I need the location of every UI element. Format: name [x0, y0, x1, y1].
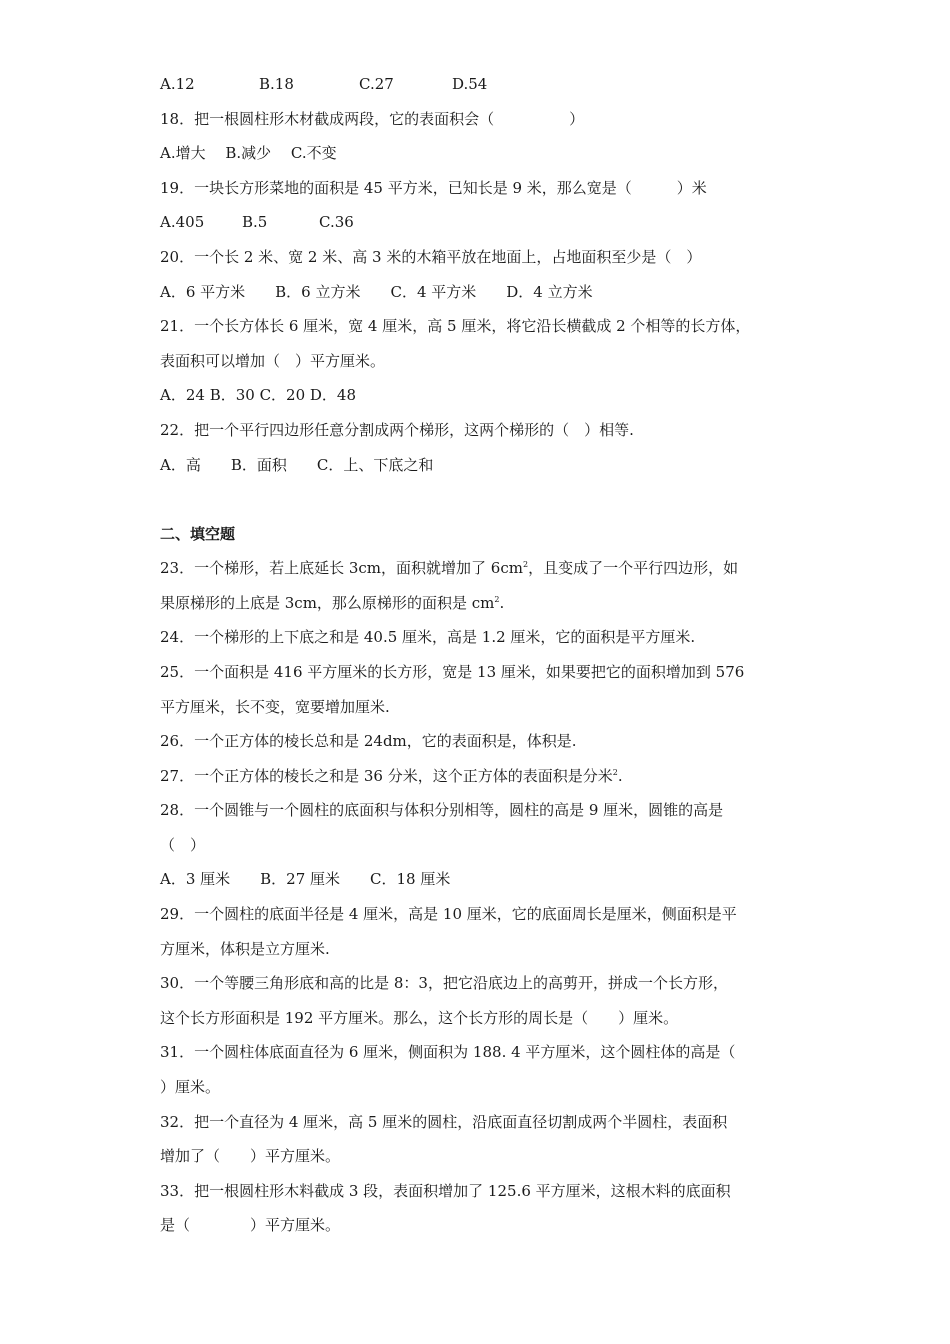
- section-heading-fill-in: 二、填空题: [160, 524, 236, 543]
- question-21-line-1: 21．一个长方体长 6 厘米，宽 4 厘米，高 5 厘米，将它沿长横截成 2 个相等的长方体，: [160, 317, 751, 336]
- question-29-line-2: 方厘米，体积是立方厘米.: [160, 939, 330, 958]
- question-24: 24．一个梯形的上下底之和是 40.5 厘米，高是 1.2 厘米，它的面积是平方厘米.: [160, 628, 696, 647]
- question-30-line-1: 30．一个等腰三角形底和高的比是 8：3，把它沿底边上的高剪开，拼成一个长方形，: [160, 974, 728, 993]
- question-32-line-2: 增加了（ ）平方厘米。: [160, 1147, 341, 1166]
- option-c[interactable]: C.27: [359, 75, 394, 93]
- question-21-line-2: 表面积可以增加（ ）平方厘米。: [160, 351, 386, 370]
- option-b[interactable]: B.18: [259, 75, 294, 93]
- option-d[interactable]: D.54: [452, 75, 488, 93]
- option-a[interactable]: A.12: [160, 75, 195, 93]
- question-27: 27．一个正方体的棱长之和是 36 分米，这个正方体的表面积是分米$^2$.: [160, 766, 623, 785]
- q17-options: [160, 74, 800, 94]
- question-29-line-1: 29．一个圆柱的底面半径是 4 厘米，高是 10 厘米，它的底面周长是厘米，侧面积是平: [160, 905, 737, 924]
- question-20: 20．一个长 2 米、宽 2 米、高 3 米的木箱平放在地面上，占地面积至少是（ ）: [160, 247, 702, 266]
- question-28-line-2: （ ）: [160, 835, 206, 854]
- question-23-line-1: 23．一个梯形，若上底延长 3cm，面积就增加了 $6cm^2$，且变成了一个平行四边形，如: [160, 559, 739, 578]
- question-18: 18．把一根圆柱形木材截成两段，它的表面积会（ ）: [160, 109, 585, 128]
- question-28-line-1: 28．一个圆锥与一个圆柱的底面积与体积分别相等，圆柱的高是 9 厘米，圆锥的高是: [160, 801, 724, 820]
- question-33-line-2: 是（ ）平方厘米。: [160, 1216, 341, 1235]
- question-26: 26．一个正方体的棱长总和是 24dm，它的表面积是，体积是.: [160, 732, 577, 751]
- q20-options[interactable]: A．6 平方米 B．6 立方米 C．4 平方米 D．4 立方米: [160, 282, 593, 301]
- q28-options[interactable]: A．3 厘米 B．27 厘米 C．18 厘米: [160, 870, 451, 889]
- option-c[interactable]: C.36: [319, 213, 354, 232]
- question-23-line-2: 果原梯形的上底是 3cm，那么原梯形的面积是 $cm^2$.: [160, 593, 505, 612]
- option-b[interactable]: B.5: [242, 213, 268, 232]
- question-25-line-2: 平方厘米，长不变，宽要增加厘米.: [160, 697, 390, 716]
- question-30-line-2: 这个长方形面积是 192 平方厘米。那么，这个长方形的周长是（ ）厘米。: [160, 1008, 679, 1027]
- option-a[interactable]: A.405: [160, 213, 205, 232]
- q21-options[interactable]: A．24 B．30 C．20 D．48: [160, 386, 357, 405]
- q19-options: [160, 212, 800, 232]
- question-33-line-1: 33．把一根圆柱形木料截成 3 段，表面积增加了 125.6 平方厘米，这根木料的底面积: [160, 1181, 731, 1200]
- question-32-line-1: 32．把一个直径为 4 厘米，高 5 厘米的圆柱，沿底面直径切割成两个半圆柱，表面积: [160, 1112, 728, 1131]
- question-25-line-1: 25．一个面积是 416 平方厘米的长方形，宽是 13 厘米，如果要把它的面积增加到 576: [160, 662, 745, 681]
- question-22: 22．把一个平行四边形任意分割成两个梯形，这两个梯形的（ ）相等.: [160, 420, 634, 439]
- question-19: 19．一块长方形菜地的面积是 45 平方米，已知长是 9 米，那么宽是（ ）米: [160, 178, 707, 197]
- q22-options[interactable]: A．高 B．面积 C．上、下底之和: [160, 455, 434, 474]
- question-31-line-2: ）厘米。: [160, 1078, 221, 1097]
- document-page: [160, 74, 800, 1235]
- question-31-line-1: 31．一个圆柱体底面直径为 6 厘米，侧面积为 188. 4 平方厘米，这个圆柱体的高是（: [160, 1043, 736, 1062]
- q18-options[interactable]: A.增大 B.减少 C.不变: [160, 144, 337, 163]
